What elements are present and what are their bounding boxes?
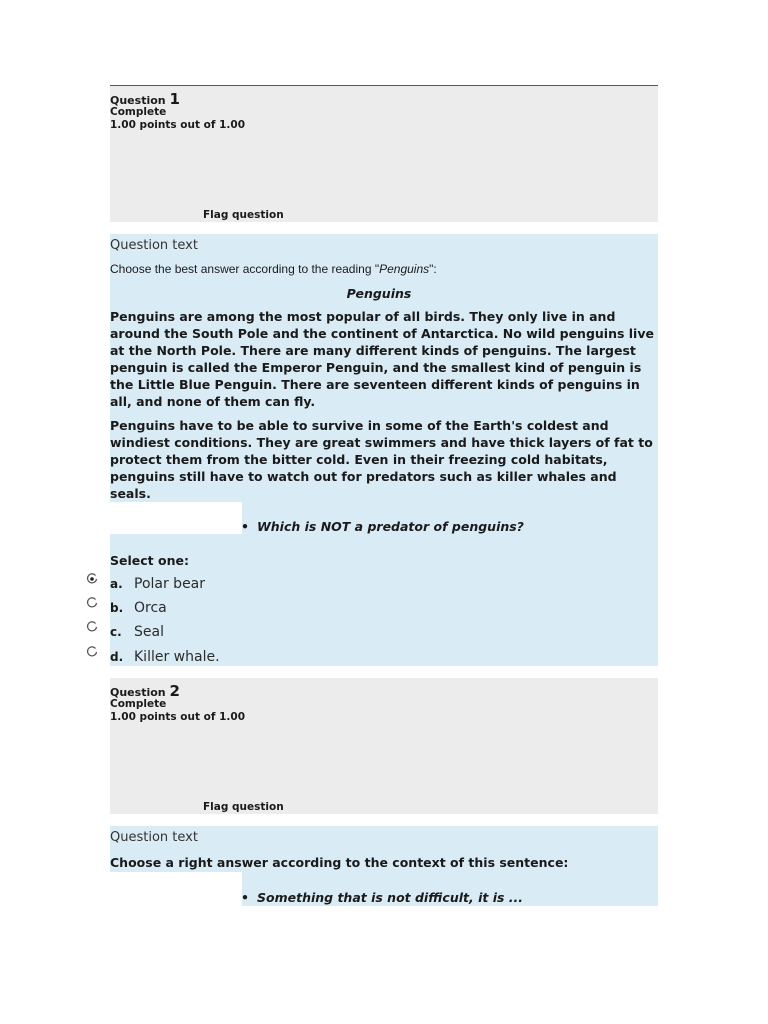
question-state: Complete [110, 106, 167, 118]
story-title: Penguins [346, 286, 412, 301]
option-text: Orca [134, 600, 167, 616]
flag-question-link[interactable]: Flag question [203, 801, 284, 813]
reading-title: Penguins [379, 262, 430, 276]
answer-option-a[interactable] [110, 573, 205, 595]
answer-option-b[interactable] [110, 597, 167, 619]
story-paragraph-2: Penguins have to be able to survive in some of the Earth's coldest and windiest conditions. They are great swimmers and have thick layers of fat to protect them from the bitter cold. Even in their freezing cold habitats, penguins still have to watch out for predators such as killer whales and seals. [110, 418, 653, 501]
radio-option-a[interactable] [86, 573, 98, 585]
question-1-info [110, 86, 658, 222]
answer-option-c[interactable] [110, 621, 164, 643]
option-letter: b. [110, 601, 124, 615]
question-text-label: Question text [110, 830, 198, 845]
option-letter: d. [110, 650, 124, 664]
question-label: Question [110, 94, 166, 107]
radio-option-d[interactable] [86, 646, 98, 658]
option-text: Seal [134, 624, 164, 640]
option-letter: a. [110, 577, 123, 591]
question-grade: 1.00 points out of 1.00 [110, 711, 245, 723]
question-prompt: • Which is NOT a predator of penguins? [241, 519, 524, 534]
question-number-value: 1 [169, 90, 180, 108]
spacer-box [110, 872, 242, 906]
question-state: Complete [110, 698, 167, 710]
question-text-label: Question text [110, 238, 198, 253]
radio-option-c[interactable] [86, 621, 98, 633]
spacer-box [110, 502, 242, 534]
option-text: Polar bear [134, 576, 206, 592]
question-grade: 1.00 points out of 1.00 [110, 119, 245, 131]
question-number-value: 2 [169, 682, 180, 700]
answer-option-d[interactable] [110, 646, 220, 668]
select-one-label: Select one: [110, 553, 189, 568]
question-2-info [110, 678, 658, 814]
flag-question-link[interactable]: Flag question [203, 209, 284, 221]
question-2-content [110, 826, 658, 906]
radio-option-b[interactable] [86, 597, 98, 609]
question-prompt: • Something that is not difficult, it is ... [241, 890, 524, 905]
option-letter: c. [110, 625, 122, 639]
question-label: Question [110, 686, 166, 699]
story-paragraph-1: Penguins are among the most popular of all birds. They only live in and around the South Pole and the continent of Antarctica. No wild penguins live at the North Pole. There are many different kinds of penguins. The largest penguin is called the Emperor Penguin, and the smallest kind of penguin is the Little Blue Penguin. There are seventeen different kinds of penguins in all, and none of them can fly. [110, 309, 654, 409]
option-text: Killer whale. [134, 649, 220, 665]
question-lead: Choose a right answer according to the context of this sentence: [110, 855, 569, 870]
question-1-content [110, 234, 658, 666]
question-lead: Choose the best answer according to the reading "Penguins": [110, 262, 437, 276]
